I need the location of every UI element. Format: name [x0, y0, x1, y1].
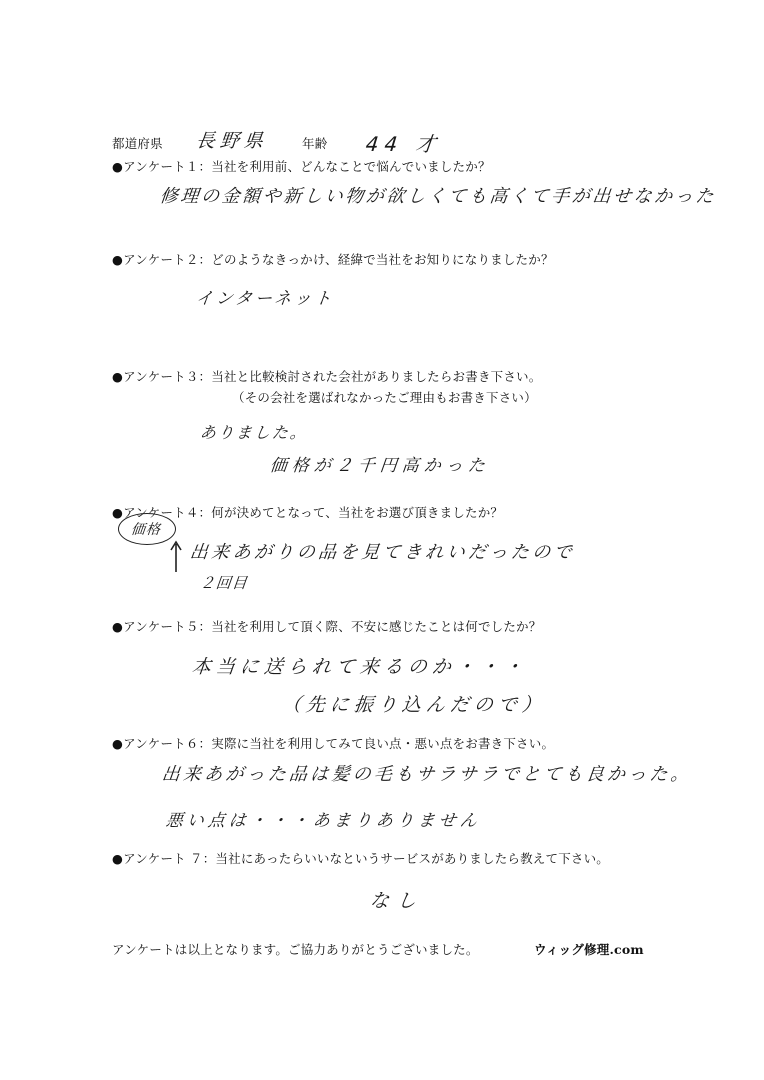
circled-note-text: 価格 [130, 522, 162, 538]
answer-6-line1: 出来あがった品は髪の毛もサラサラでとても良かった。 [160, 764, 693, 785]
question-7: ●アンケート ７：当社にあったらいいなというサービスがありましたら教えて下さい。 [112, 851, 610, 866]
age-label: 年齢 [302, 136, 328, 151]
age-value: 44 才 [364, 132, 443, 156]
up-arrow-icon [168, 538, 188, 574]
answer-3-line2: 価格が２千円高かった [268, 456, 491, 476]
question-5: ●アンケート５：当社を利用して頂く際、不安に感じたことは何でしたか？ [112, 619, 542, 634]
answer-2: インターネット [194, 289, 336, 309]
question-4: ●アンケート４：何が決めてとなって、当社をお選び頂きましたか？ [112, 505, 504, 520]
question-2: ●アンケート２：どのようなきっかけ、経緯で当社をお知りになりましたか？ [112, 252, 554, 267]
answer-5-line1: 本当に送られて来るのか・・・ [190, 656, 530, 678]
answer-5-line2: （先に振り込んだので） [280, 694, 548, 716]
closing-text: アンケートは以上となります。ご協力ありがとうございました。 [112, 942, 479, 957]
prefecture-value: 長野県 [194, 130, 270, 152]
brand-name: ウィッグ修理.com [534, 942, 644, 957]
question-3: ●アンケート３：当社と比較検討された会社がありましたらお書き下さい。 [112, 369, 542, 384]
answer-4-line2: ２回目 [199, 574, 249, 592]
answer-7: なし [368, 890, 426, 912]
answer-1: 修理の金額や新しい物が欲しくても高くて手が出せなかった [158, 186, 718, 207]
answer-6-line2: 悪い点は・・・あまりありません [164, 811, 482, 831]
question-6: ●アンケート６：実際に当社を利用してみて良い点・悪い点をお書き下さい。 [112, 736, 555, 751]
question-3-sub: （その会社を選ばれなかったご理由もお書き下さい） [232, 390, 537, 405]
answer-3-line1: ありました。 [198, 423, 309, 442]
prefecture-label: 都道府県 [112, 136, 163, 151]
question-1: ●アンケート１：当社を利用前、どんなことで悩んでいましたか？ [112, 159, 491, 174]
answer-4-line1: 出来あがりの品を見てきれいだったので [188, 542, 577, 563]
